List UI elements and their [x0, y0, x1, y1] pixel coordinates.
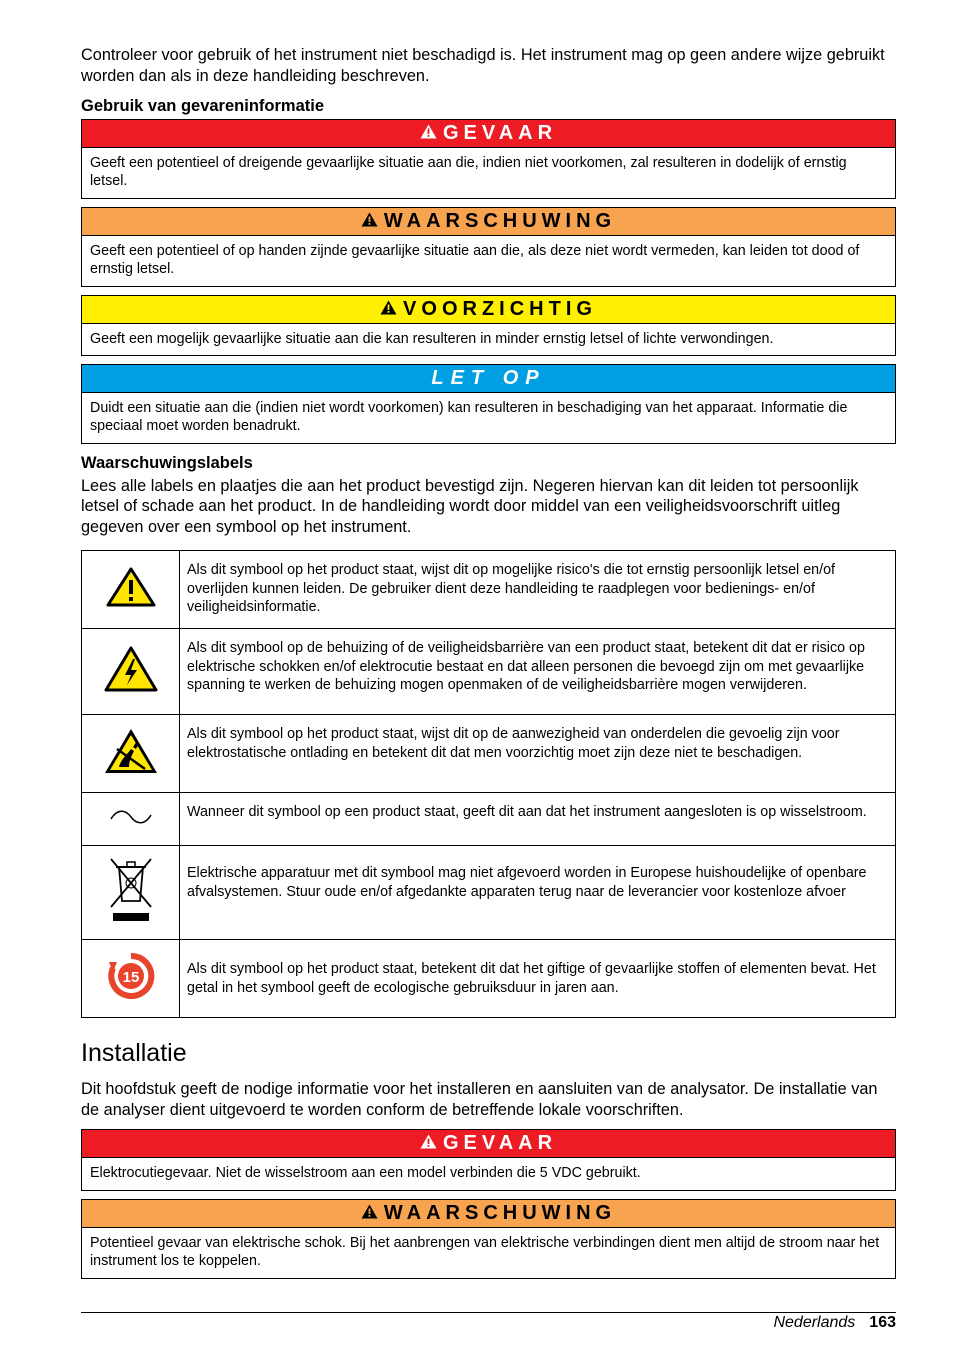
warning-labels-heading: Waarschuwingslabels — [81, 453, 253, 472]
notice-box — [81, 364, 896, 444]
warning-text: Potentieel gevaar van elektrische schok. Bij het aanbrengen van elektrische verbindingen dient men altijd de stroom naar het instrument los te koppelen. — [90, 1234, 880, 1270]
danger-text: Geeft een potentieel of dreigende gevaarlijke situatie aan die, indien niet voorkomen, zal resulteren in dodelijk of ernstig letsel. — [90, 155, 847, 190]
warning-label: WAARSCHUWING — [383, 1201, 617, 1224]
page-footer — [81, 1312, 896, 1332]
installation-danger-box — [81, 1129, 896, 1190]
notice-header — [82, 365, 895, 393]
symbol-cell — [82, 940, 180, 1018]
caution-label: VOORZICHTIG — [403, 297, 597, 320]
warning-triangle-icon — [420, 122, 437, 145]
warning-header — [82, 1200, 895, 1228]
symbol-description: Als dit symbool op de behuizing of de veiligheidsbarrière van een product staat, betekent dit dat er risico op elektrische schokken en/of elektrocutie bestaat en dat alleen personen die bevoegd zijn om met gevaarlijke spanning te werken de behuizing mogen openmaken of de veiligheidsbarrière mogen verwijderen. — [180, 629, 896, 715]
intro-paragraph: Controleer voor gebruik of het instrument niet beschadigd is. Het instrument mag op geen andere wijze gebruikt worden dan als in deze handleiding beschreven. — [81, 46, 885, 85]
danger-box — [81, 119, 896, 199]
caution-box — [81, 295, 896, 356]
symbol-description: Als dit symbool op het product staat, wijst dit op mogelijke risico's die tot ernstig persoonlijk letsel en/of overlijden kunnen leiden. De gebruiker dient deze handleiding te raadplegen voor bedienings- en/of veiligheidsinformatie. — [180, 551, 896, 629]
caution-header — [82, 296, 895, 324]
alternating-current-icon — [109, 812, 153, 829]
notice-label: LET OP — [431, 367, 546, 390]
general-warning-icon — [105, 595, 157, 612]
table-row — [82, 715, 896, 793]
warning-label: WAARSCHUWING — [383, 209, 617, 232]
footer-language: Nederlands — [773, 1314, 856, 1331]
symbol-cell — [82, 551, 180, 629]
symbol-description: Als dit symbool op het product staat, betekent dit dat het giftige of gevaarlijke stoffen of elementen bevat. Het getal in het symbool geeft de ecologische gebruiksduur in jaren aan. — [180, 940, 896, 1018]
warning-triangle-icon — [420, 1132, 437, 1155]
symbol-cell — [82, 793, 180, 846]
table-row — [82, 793, 896, 846]
caution-text: Geeft een mogelijk gevaarlijke situatie aan die kan resulteren in minder ernstig letsel of lichte verwondingen. — [90, 330, 774, 347]
warning-box — [81, 207, 896, 287]
electrical-hazard-icon — [103, 680, 159, 697]
page-content — [81, 45, 896, 1279]
table-row — [82, 551, 896, 629]
symbol-cell — [82, 846, 180, 940]
installation-paragraph: Dit hoofdstuk geeft de nodige informatie voor het installeren en aansluiten van de analysator. De installatie van de analyser dient uitgevoerd te worden conform de betreffende lokale voorschriften. — [81, 1080, 878, 1119]
hazard-info-heading: Gebruik van gevareninformatie — [81, 97, 324, 115]
warning-labels-paragraph: Lees alle labels en plaatjes die aan het product bevestigd zijn. Negeren hiervan kan dit leiden tot persoonlijk letsel of schade aan het product. In de handleiding wordt door middel van een veiligheidsvoorschrift uitleg gegeven over een symbool op het instrument. — [81, 476, 859, 536]
warning-text: Geeft een potentieel of op handen zijnde gevaarlijke situatie aan die, als deze niet wordt vermeden, kan leiden tot dood of ernstig letsel. — [90, 242, 860, 278]
table-row — [82, 846, 896, 940]
symbol-description: Als dit symbool op het product staat, wijst dit op de aanwezigheid van onderdelen die gevoelig zijn voor elektrostatische ontlading en betekent dit dat men voorzichtig moet zijn deze niet te beschadigen. — [180, 715, 896, 793]
danger-text: Elektrocutiegevaar. Niet de wisselstroom aan een model verbinden die 5 VDC gebruikt. — [90, 1165, 641, 1182]
symbol-description: Elektrische apparatuur met dit symbool mag niet afgevoerd worden in Europese huishoudelijke of openbare afvalsystemen. Stuur oude en/of afgedankte apparaten terug naar de leverancier voor kostenloze afvoer — [180, 846, 896, 940]
table-row — [82, 940, 896, 1018]
efup-15-icon — [107, 969, 155, 1004]
page-number: 163 — [869, 1314, 896, 1331]
symbol-cell — [82, 629, 180, 715]
warning-header — [82, 208, 895, 236]
danger-label: GEVAAR — [442, 1132, 558, 1155]
svg-text:15: 15 — [122, 969, 139, 987]
warning-triangle-icon — [380, 298, 397, 321]
warning-triangle-icon — [361, 210, 378, 233]
weee-crossed-bin-icon — [107, 910, 155, 927]
warning-triangle-icon — [361, 1202, 378, 1225]
installation-heading: Installatie — [81, 1039, 187, 1068]
symbol-cell — [82, 715, 180, 793]
installation-warning-box — [81, 1199, 896, 1279]
danger-label: GEVAAR — [442, 122, 558, 144]
table-row — [82, 629, 896, 715]
symbols-table — [81, 550, 896, 1018]
esd-warning-icon — [103, 762, 159, 779]
danger-header — [82, 1130, 895, 1158]
symbol-description: Wanneer dit symbool op een product staat, geeft dit aan dat het instrument aangesloten is op wisselstroom. — [180, 793, 896, 846]
notice-text: Duidt een situatie aan die (indien niet wordt voorkomen) kan resulteren in beschadiging van het apparaat. Informatie die speciaal moet worden benadrukt. — [90, 400, 848, 435]
danger-header — [82, 120, 895, 148]
